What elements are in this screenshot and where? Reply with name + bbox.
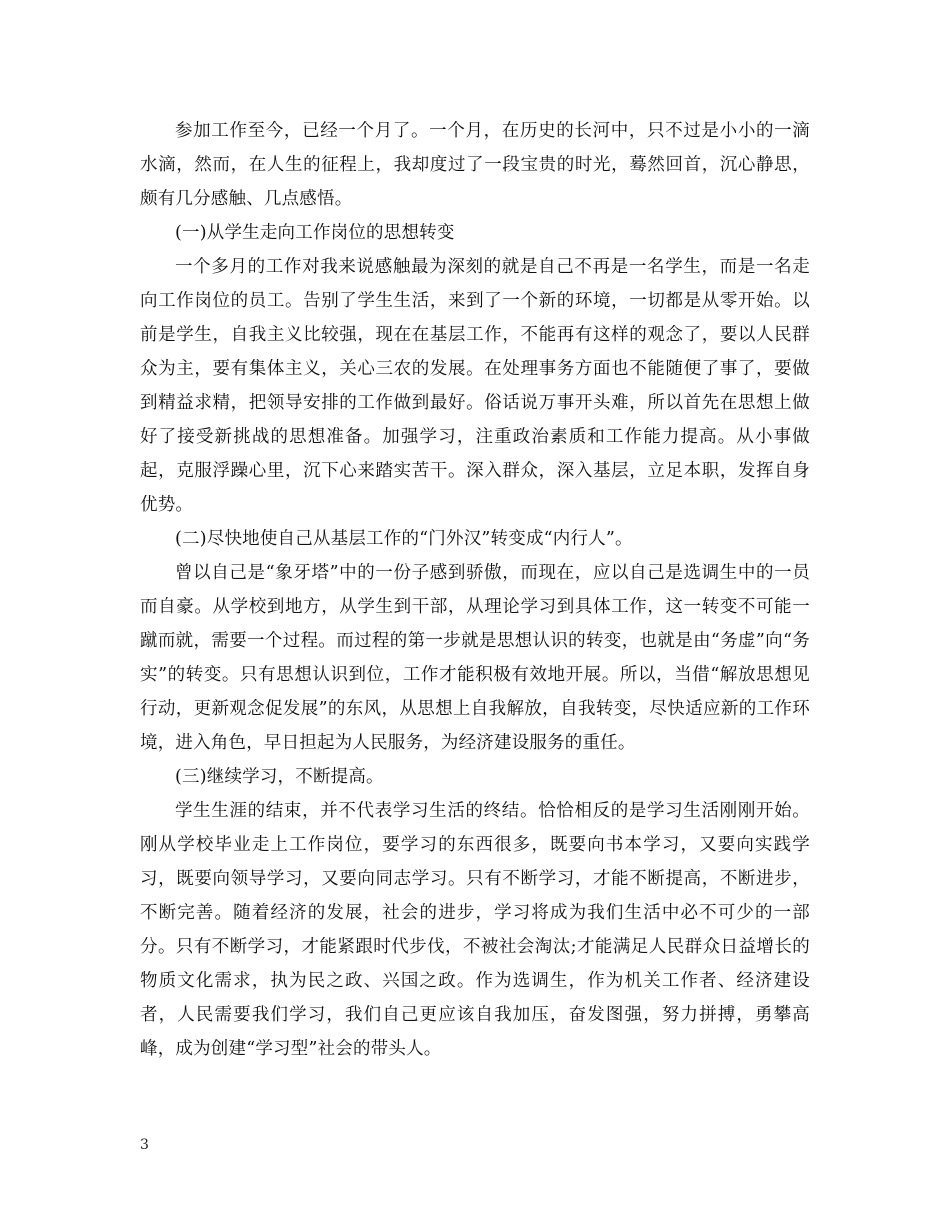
section-1-paragraph: 一个多月的工作对我来说感触最为深刻的就是自己不再是一名学生，而是一名走向工作岗位的员工。告别了学生生活，来到了一个新的环境，一切都是从零开始。以前是学生，自我主义比较强，现在在基层工作，不能再有这样的观念了，要以人民群众为主，要有集体主义，关心三农的发展。在处理事务方面也不能随便了事了，要做到精益求精，把领导安排的工作做到最好。俗话说万事开头难，所以首先在思想上做好了接受新挑战的思想准备。加强学习，注重政治素质和工作能力提高。从小事做起，克服浮躁心里，沉下心来踏实苦干。深入群众，深入基层，立足本职，发挥自身优势。: [140, 257, 810, 515]
page-number: 3: [140, 1137, 149, 1153]
intro-paragraph: 参加工作至今，已经一个月了。一个月，在历史的长河中，只不过是小小的一滴水滴，然而，在人生的征程上，我却度过了一段宝贵的时光，蓦然回首，沉心静思，颇有几分感触、几点感悟。: [140, 121, 810, 209]
document-body: [140, 114, 810, 1066]
section-heading-2: (二)尽快地使自己从基层工作的“门外汉”转变成“内行人”。: [175, 529, 633, 549]
section-heading-1: (一)从学生走向工作岗位的思想转变: [175, 223, 455, 243]
section-heading-3: (三)继续学习，不断提高。: [175, 767, 384, 787]
section-2-paragraph: 曾以自己是“象牙塔”中的一份子感到骄傲，而现在，应以自己是选调生中的一员而自豪。从学校到地方，从学生到干部，从理论学习到具体工作，这一转变不可能一蹴而就，需要一个过程。而过程的第一步就是思想认识的转变，也就是由“务虚”向“务实”的转变。只有思想认识到位，工作才能积极有效地开展。所以，当借“解放思想见行动，更新观念促发展”的东风，从思想上自我解放，自我转变，尽快适应新的工作环境，进入角色，早日担起为人民服务，为经济建设服务的重任。: [140, 563, 810, 753]
section-3-paragraph: 学生生涯的结束，并不代表学习生活的终结。恰恰相反的是学习生活刚刚开始。刚从学校毕业走上工作岗位，要学习的东西很多，既要向书本学习，又要向实践学习，既要向领导学习，又要向同志学习。只有不断学习，才能不断提高，不断进步，不断完善。随着经济的发展，社会的进步，学习将成为我们生活中必不可少的一部分。只有不断学习，才能紧跟时代步伐，不被社会淘汰;才能满足人民群众日益增长的物质文化需求，执为民之政、兴国之政。作为选调生，作为机关工作者、经济建设者，人民需要我们学习，我们自己更应该自我加压，奋发图强，努力拼搏，勇攀高峰，成为创建“学习型”社会的带头人。: [140, 801, 810, 1059]
